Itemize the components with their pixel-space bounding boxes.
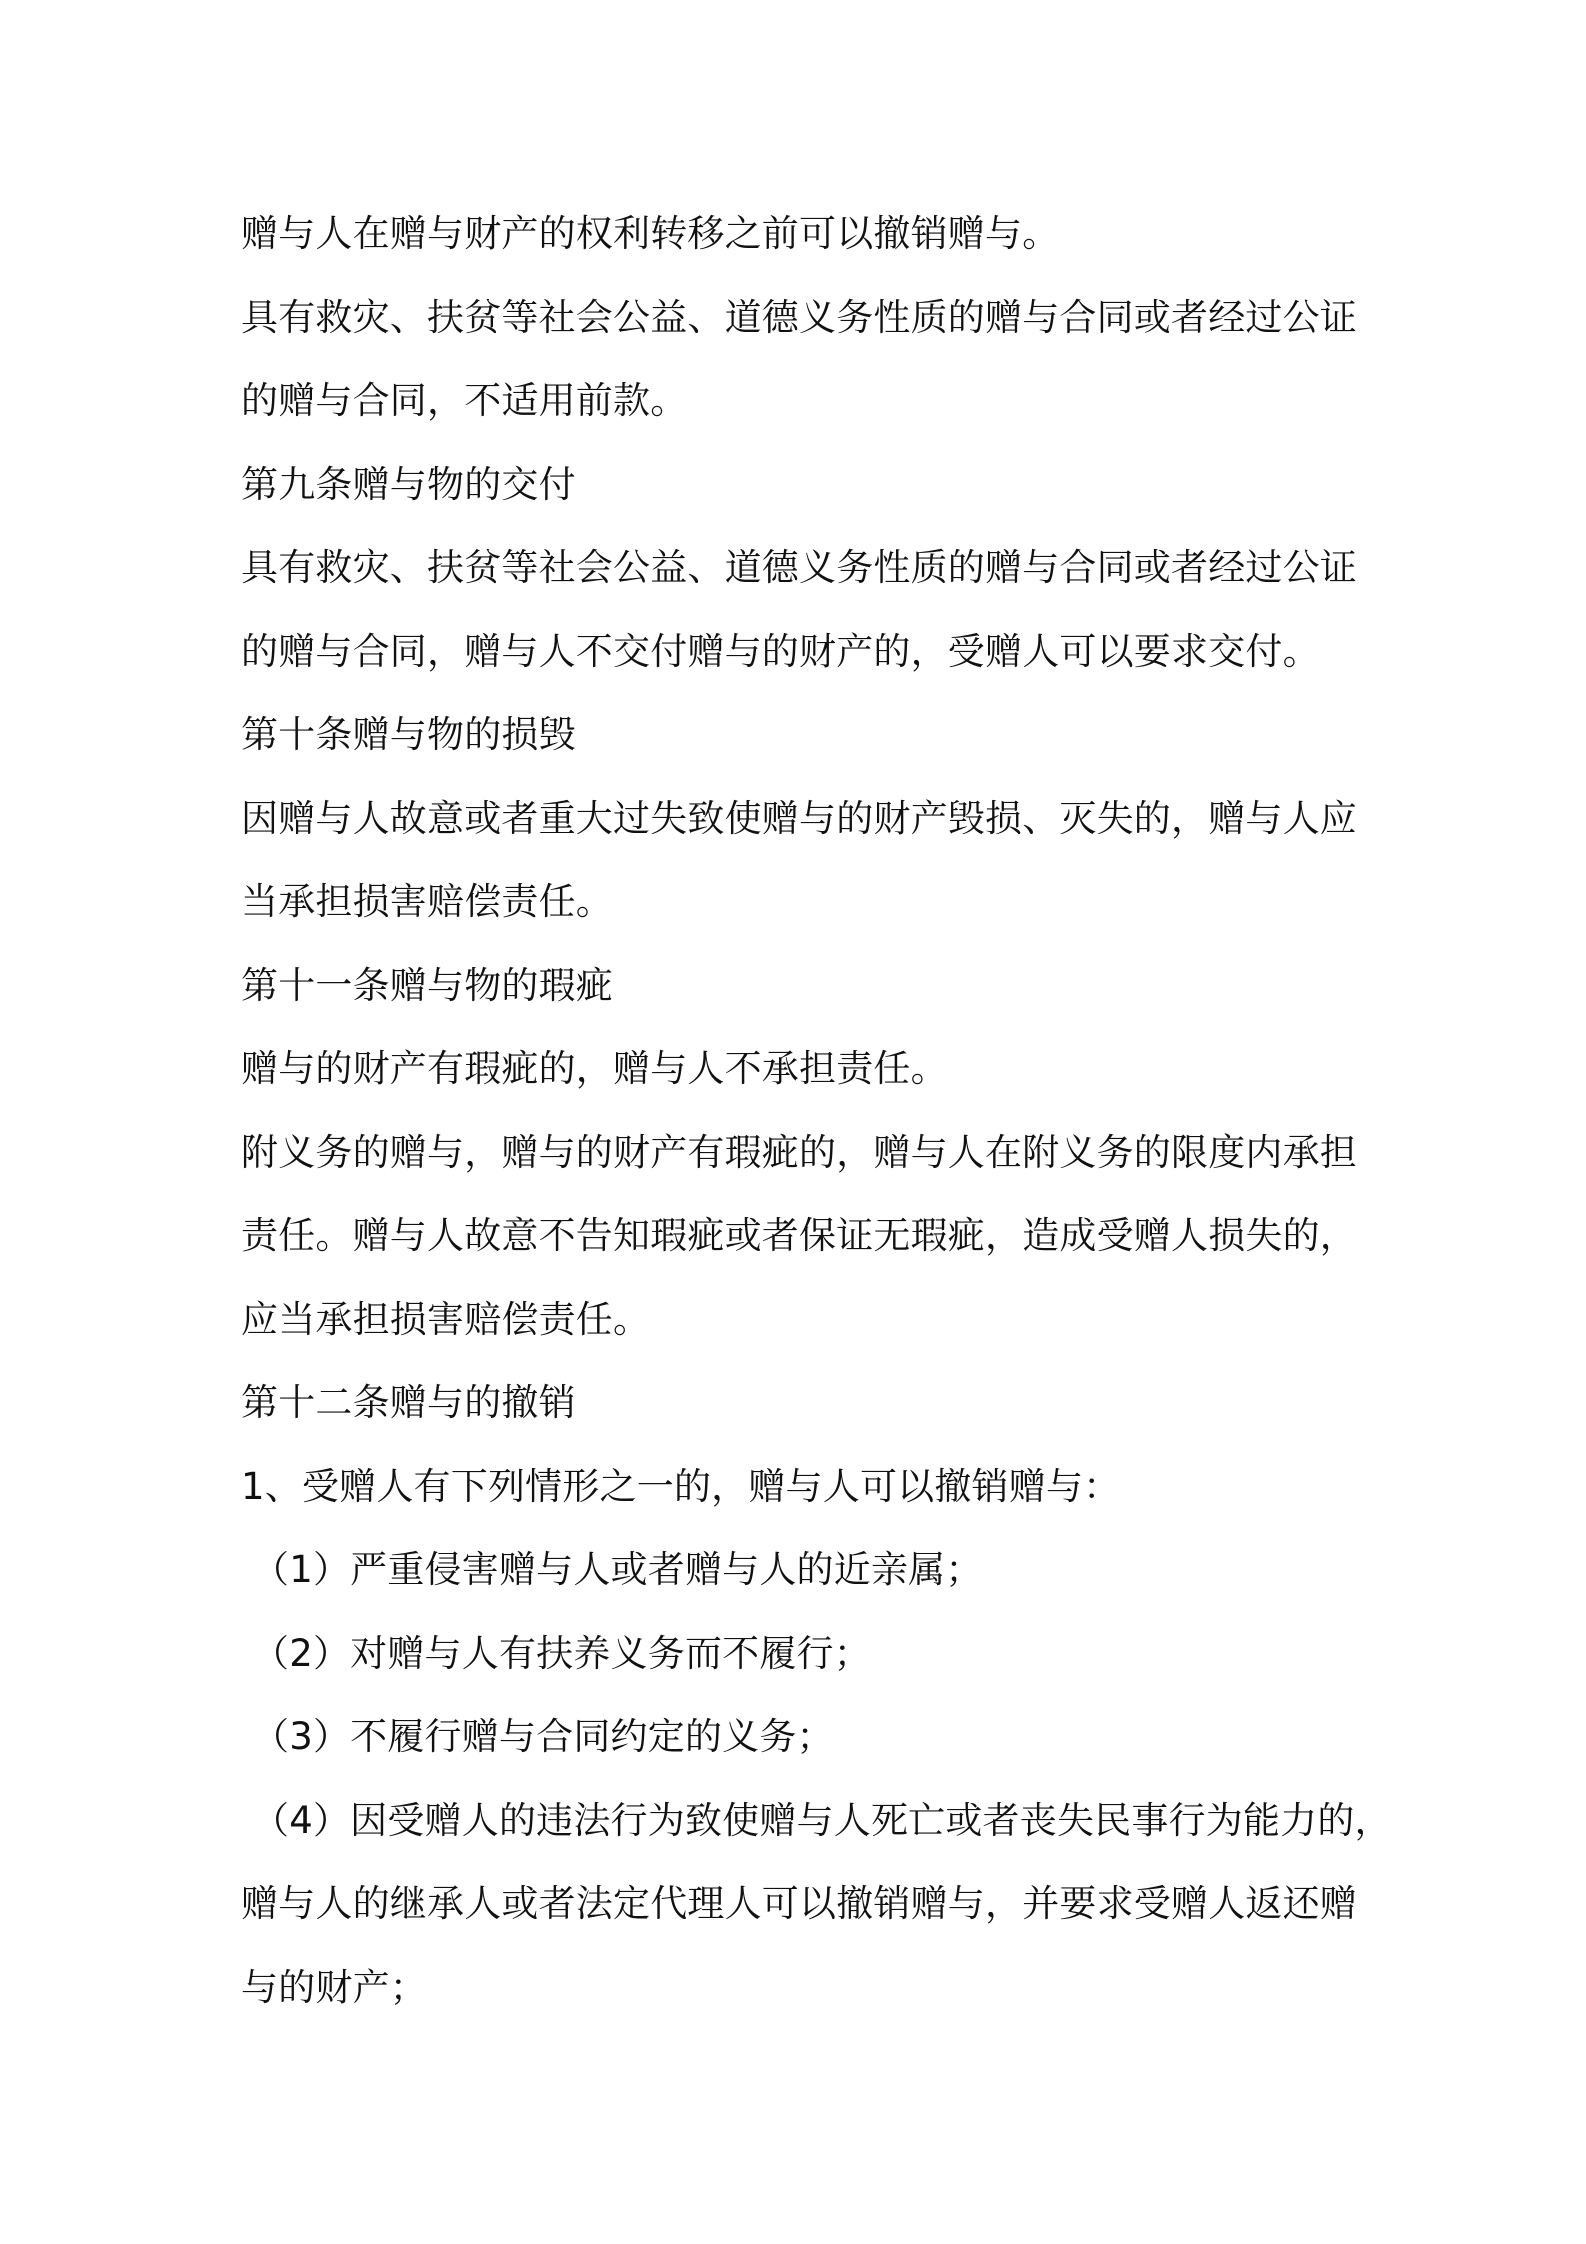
paragraph-line: 的赠与合同，赠与人不交付赠与的财产的，受赠人可以要求交付。 (241, 629, 1320, 673)
article-11-heading: 第十一条赠与物的瑕疵 (241, 963, 613, 1007)
list-intro-line: 1、受赠人有下列情形之一的，赠与人可以撤销赠与： (241, 1464, 1121, 1508)
list-item: （2）对赠与人有扶养义务而不履行； (252, 1631, 871, 1675)
list-item: （4）因受赠人的违法行为致使赠与人死亡或者丧失民事行为能力的， (252, 1798, 1392, 1842)
article-9-heading: 第九条赠与物的交付 (241, 462, 576, 506)
paragraph-line: 附义务的赠与，赠与的财产有瑕疵的，赠与人在附义务的限度内承担 (241, 1130, 1357, 1174)
article-12-heading: 第十二条赠与的撤销 (241, 1381, 576, 1424)
paragraph-line: 赠与人在赠与财产的权利转移之前可以撤销赠与。 (241, 212, 1060, 255)
list-item: （3）不履行赠与合同约定的义务； (252, 1715, 834, 1758)
paragraph-line: 赠与的财产有瑕疵的，赠与人不承担责任。 (241, 1047, 948, 1090)
paragraph-line: 具有救灾、扶贫等社会公益、道德义务性质的赠与合同或者经过公证 (241, 295, 1357, 339)
paragraph-line: 赠与人的继承人或者法定代理人可以撤销赠与，并要求受赠人返还赠 (241, 1882, 1357, 1925)
article-10-heading: 第十条赠与物的损毁 (241, 713, 576, 756)
paragraph-line: 当承担损害赔偿责任。 (241, 880, 613, 923)
paragraph-line: 与的财产； (241, 1965, 427, 2009)
list-item: （1）严重侵害赠与人或者赠与人的近亲属； (252, 1548, 983, 1591)
paragraph-line: 具有救灾、扶贫等社会公益、道德义务性质的赠与合同或者经过公证 (241, 546, 1357, 589)
document-body (241, 192, 1392, 2029)
paragraph-line: 责任。赠与人故意不告知瑕疵或者保证无瑕疵，造成受赠人损失的， (241, 1214, 1357, 1257)
paragraph-line: 因赠与人故意或者重大过失致使赠与的财产毁损、灭失的，赠与人应 (241, 796, 1357, 840)
paragraph-line: 应当承担损害赔偿责任。 (241, 1297, 651, 1341)
paragraph-line: 的赠与合同，不适用前款。 (241, 379, 688, 422)
